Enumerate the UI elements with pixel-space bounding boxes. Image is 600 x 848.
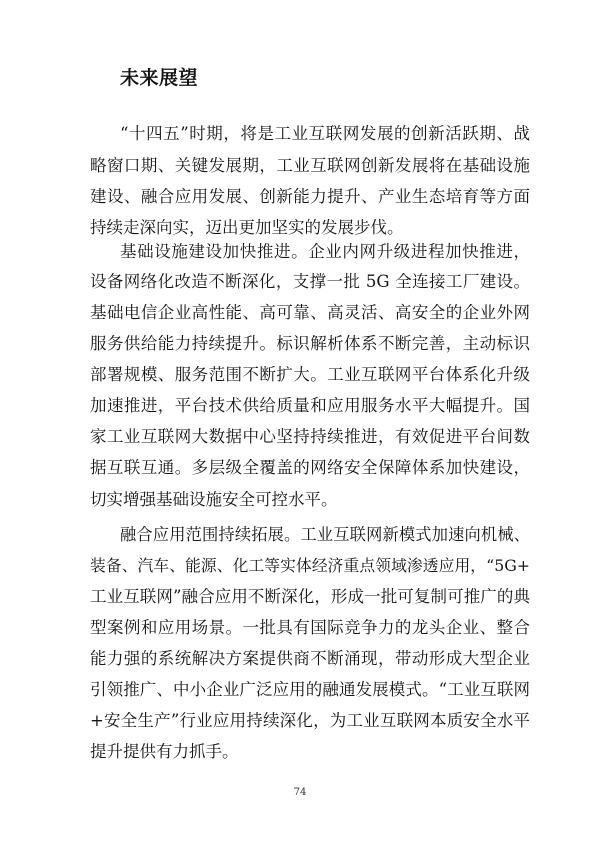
paragraph-line: 服务供给能力持续提升。标识解析体系不断完善，主动标识	[90, 334, 530, 353]
paragraph-line: 略窗口期、关键发展期，工业互联网创新发展将在基础设施	[90, 156, 530, 175]
paragraph-line: 融合应用范围持续拓展。工业互联网新模式加速向机械、	[120, 525, 530, 544]
paragraph-line: 家工业互联网大数据中心坚持持续推进，有效促进平台间数	[90, 427, 530, 446]
paragraph-line: 据互联互通。多层级全覆盖的网络安全保障体系加快建设，	[90, 458, 530, 477]
paragraph-line: 能力强的系统解决方案提供商不断涌现，带动形成大型企业	[90, 649, 530, 668]
paragraph-line: 装备、汽车、能源、化工等实体经济重点领域渗透应用，“5G+	[90, 556, 530, 575]
paragraph-line: 加速推进，平台技术供给质量和应用服务水平大幅提升。国	[90, 396, 530, 415]
paragraph-line: 持续走深向实，迈出更加坚实的发展步伐。	[90, 218, 404, 237]
paragraph-line: 建设、融合应用发展、创新能力提升、产业生态培育等方面	[90, 187, 530, 206]
paragraph-line: +安全生产”行业应用持续深化，为工业互联网本质安全水平	[90, 711, 530, 730]
paragraph-line: “十四五”时期，将是工业互联网发展的创新活跃期、战	[120, 124, 530, 143]
section-heading: 未来展望	[120, 67, 199, 89]
paragraph-line: 提升提供有力抓手。	[90, 742, 239, 761]
paragraph-line: 部署规模、服务范围不断扩大。工业互联网平台体系化升级	[90, 365, 530, 384]
page-number: 74	[293, 787, 307, 798]
paragraph-line: 基础设施建设加快推进。企业内网升级进程加快推进，	[120, 242, 530, 261]
paragraph-line: 工业互联网”融合应用不断深化，形成一批可复制可推广的典	[90, 587, 530, 606]
paragraph-line: 设备网络化改造不断深化，支撑一批 5G 全连接工厂建设。	[90, 272, 530, 291]
paragraph-line: 引领推广、中小企业广泛应用的融通发展模式。“工业互联网	[90, 680, 530, 699]
paragraph-line: 切实增强基础设施安全可控水平。	[90, 490, 338, 509]
paragraph-line: 基础电信企业高性能、高可靠、高灵活、高安全的企业外网	[90, 303, 530, 322]
paragraph-line: 型案例和应用场景。一批具有国际竞争力的龙头企业、整合	[90, 618, 530, 637]
